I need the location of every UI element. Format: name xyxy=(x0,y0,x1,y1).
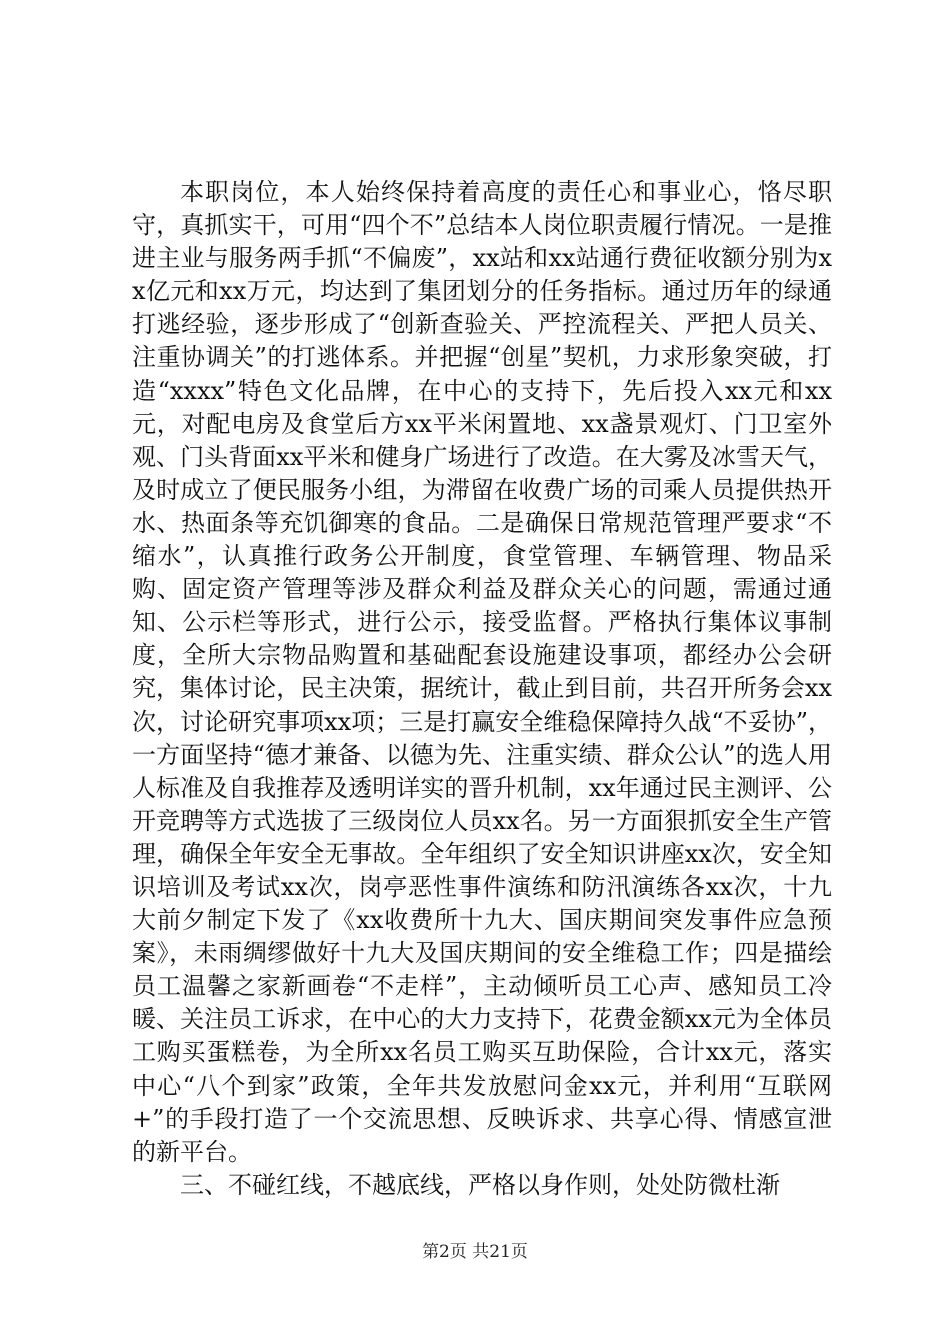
section-heading: 三、不碰红线，不越底线，严格以身作则，处处防微杜渐 xyxy=(180,1170,780,1199)
document-body xyxy=(132,176,832,1202)
body-paragraph: 本职岗位，本人始终保持着高度的责任心和事业心，恪尽职守，真抓实干，可用“四个不”总结本人岗位职责履行情况。一是推进主业与服务两手抓“不偏废”，xx站和xx站通行费征收额分别为xx亿元和xx万元，均达到了集团划分的任务指标。通过历年的绿通打逃经验，逐步形成了“创新查验关、严控流程关、严把人员关、注重协调关”的打逃体系。并把握“创星”契机，力求形象突破，打造“xxxx”特色文化品牌，在中心的支持下，先后投入xx元和xx元，对配电房及食堂后方xx平米闲置地、xx盏景观灯、门卫室外观、门头背面xx平米和健身广场进行了改造。在大雾及冰雪天气，及时成立了便民服务小组，为滞留在收费广场的司乘人员提供热开水、热面条等充饥御寒的食品。二是确保日常规范管理严要求“不缩水”，认真推行政务公开制度，食堂管理、车辆管理、物品采购、固定资产管理等涉及群众利益及群众关心的问题，需通过通知、公示栏等形式，进行公示，接受监督。严格执行集体议事制度，全所大宗物品购置和基础配套设施建设事项，都经办公会研究，集体讨论，民主决策，据统计，截止到目前，共召开所务会xx次，讨论研究事项xx项；三是打赢安全维稳保障持久战“不妥协”，一方面坚持“德才兼备、以德为先、注重实绩、群众公认”的选人用人标准及自我推荐及透明详实的晋升机制，xx年通过民主测评、公开竞聘等方式选拔了三级岗位人员xx名。另一方面狠抓安全生产管理，确保全年安全无事故。全年组织了安全知识讲座xx次，安全知识培训及考试xx次，岗亭恶性事件演练和防汛演练各xx次，十九大前夕制定下发了《xx收费所十九大、国庆期间突发事件应急预案》，未雨绸缪做好十九大及国庆期间的安全维稳工作；四是描绘员工温馨之家新画卷“不走样”，主动倾听员工心声、感知员工冷暖、关注员工诉求，在中心的大力支持下，花费金额xx元为全体员工购买蛋糕卷，为全所xx名员工购买互助保险，合计xx元，落实中心“八个到家”政策，全年共发放慰问金xx元，并利用“互联网+”的手段打造了一个交流思想、反映诉求、共享心得、情感宣泄的新平台。 xyxy=(132,178,832,1166)
page-number-footer: 第2页 共21页 xyxy=(422,1242,528,1262)
